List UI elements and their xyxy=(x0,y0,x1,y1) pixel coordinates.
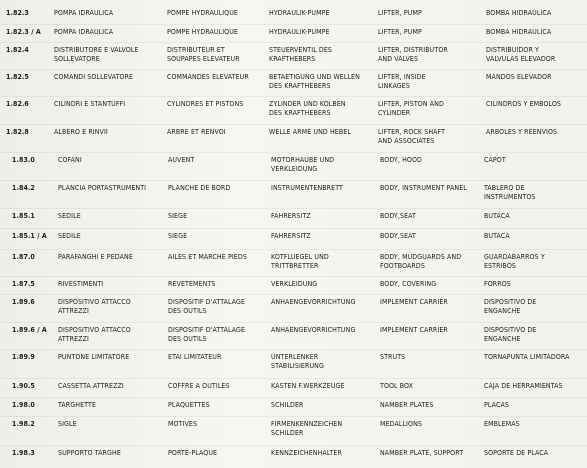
spanish-name: EMBLEMAS xyxy=(484,420,520,428)
spanish-name: FORROS xyxy=(484,280,511,288)
german-name: FIRMENKENNZEICHEN SCHILDER xyxy=(271,420,343,437)
row-divider xyxy=(0,445,587,446)
french-name: AILES ET MARCHE PIEDS xyxy=(168,253,247,261)
part-code: 1.90.5 xyxy=(12,382,35,390)
english-name: NAMBER PLATES xyxy=(380,401,434,409)
part-code: 1.82.6 xyxy=(6,100,29,108)
english-name: BODY, HOOD xyxy=(380,156,422,164)
german-name: VERKLEIDUNG xyxy=(271,280,318,288)
english-name: BODY,SEAT xyxy=(380,232,416,240)
part-code: 1.98.0 xyxy=(12,401,35,409)
english-name: LIFTER, ROCK SHAFT AND ASSOCIATES xyxy=(378,128,446,145)
english-name: LIFTER, PUMP xyxy=(378,9,422,17)
spanish-name: DISPOSITIVO DE ENGANCHE xyxy=(484,326,537,343)
french-name: ARBRE ET RENVOI xyxy=(167,128,226,136)
spanish-name: SOPORTE DE PLACA xyxy=(484,449,549,457)
english-name: BODY, MUDGUARDS AND FOOTBOARDS xyxy=(380,253,462,270)
english-name: NAMBER PLATE, SUPPORT xyxy=(380,449,464,457)
part-code: 1.89.6 xyxy=(12,298,35,306)
italian-name: RIVESTIMENTI xyxy=(58,280,104,288)
french-name: PLANCHE DE BORD xyxy=(168,184,231,192)
italian-name: ALBERO E RINVII xyxy=(54,128,108,136)
italian-name: CILINDRI E STANTUFFI xyxy=(54,100,126,108)
part-code: 1.85.1 / A xyxy=(12,232,47,240)
english-name: LIFTER, INSIDE LINKAGES xyxy=(378,73,426,90)
part-code: 1.82.3 / A xyxy=(6,28,41,36)
part-code: 1.85.1 xyxy=(12,212,35,220)
italian-name: TARGHETTE xyxy=(58,401,97,409)
spanish-name: CILINDROS Y EMBOLOS xyxy=(486,100,562,108)
row-divider xyxy=(0,152,587,153)
german-name: MOTORHAUBE UND VERKLEIDUNG xyxy=(271,156,335,173)
french-name: PLAQUETTES xyxy=(168,401,210,409)
spanish-name: GUARDABARROS Y ESTRIBOS xyxy=(484,253,545,270)
german-name: HYDRAULIK-PUMPE xyxy=(269,9,330,17)
spanish-name: BOMBA HIDRAULICA xyxy=(486,9,552,17)
english-name: LIFTER, PISTON AND CYLINDER xyxy=(378,100,444,117)
spanish-name: PLACAS xyxy=(484,401,509,409)
french-name: REVETEMENTS xyxy=(168,280,216,288)
row-divider xyxy=(0,322,587,323)
french-name: POMPE HYDRAULIQUE xyxy=(167,28,239,36)
italian-name: POMPA IDRAULICA xyxy=(54,9,114,17)
english-name: IMPLEMENT CARRIER xyxy=(380,298,448,306)
spanish-name: MANDOS ELEVADOR xyxy=(486,73,552,81)
spanish-name: BUTACA xyxy=(484,232,510,240)
english-name: BODY, INSTRUMENT PANEL xyxy=(380,184,467,192)
german-name: KOTFLUEGEL UND TRITTBRETTER xyxy=(271,253,329,270)
italian-name: SIGLE xyxy=(58,420,77,428)
spanish-name: ARBOLES Y REENVIOS xyxy=(486,128,558,136)
french-name: PORTE-PLAQUE xyxy=(168,449,218,457)
french-name: DISPOSITIF D'ATTALAGE DES OUTILS xyxy=(168,298,246,315)
row-divider xyxy=(0,24,587,25)
italian-name: PARAFANGHI E PEDANE xyxy=(58,253,133,261)
italian-name: DISPOSITIVO ATTACCO ATTREZZI xyxy=(58,298,131,315)
row-divider xyxy=(0,378,587,379)
spanish-name: DISPOSITIVO DE ENGANCHE xyxy=(484,298,537,315)
row-divider xyxy=(0,124,587,125)
spanish-name: BUTACA xyxy=(484,212,510,220)
part-code: 1.82.3 xyxy=(6,9,29,17)
german-name: ANHAENGEVORRICHTUNG xyxy=(271,298,356,306)
part-code: 1.87.0 xyxy=(12,253,35,261)
italian-name: SEDILE xyxy=(58,212,81,220)
part-code: 1.82.8 xyxy=(6,128,29,136)
row-divider xyxy=(0,416,587,417)
row-divider xyxy=(0,294,587,295)
row-divider xyxy=(0,96,587,97)
italian-name: SUPPORTO TARGHE xyxy=(58,449,121,457)
english-name: BODY,SEAT xyxy=(380,212,416,220)
german-name: STEUERVENTIL DES KRAFTHEBERS xyxy=(269,46,333,63)
part-code: 1.89.6 / A xyxy=(12,326,47,334)
german-name: KASTEN F.WERKZEUGE xyxy=(271,382,345,390)
row-divider xyxy=(0,397,587,398)
row-divider xyxy=(0,276,587,277)
german-name: HYDRAULIK-PUMPE xyxy=(269,28,330,36)
part-code: 1.83.0 xyxy=(12,156,35,164)
english-name: IMPLEMENT CARRIER xyxy=(380,326,448,334)
italian-name: PLANCIA PORTASTRUMENTI xyxy=(58,184,147,192)
row-divider xyxy=(0,180,587,181)
part-code: 1.98.3 xyxy=(12,449,35,457)
italian-name: DISTRIBUTORE E VALVOLE SOLLEVATORE xyxy=(54,46,139,63)
row-divider xyxy=(0,208,587,209)
german-name: SCHILDER xyxy=(271,401,304,409)
part-code: 1.82.4 xyxy=(6,46,29,54)
part-code: 1.89.9 xyxy=(12,353,35,361)
spanish-name: DISTRIBUIDOR Y VALVULAS ELEVADOR xyxy=(486,46,556,63)
italian-name: DISPOSITIVO ATTACCO ATTREZZI xyxy=(58,326,131,343)
german-name: INSTRUMENTENBRETT xyxy=(271,184,343,192)
italian-name: POMPA IDRAULICA xyxy=(54,28,114,36)
spanish-name: TABLERO DE INSTRUMENTOS xyxy=(484,184,536,201)
english-name: BODY, COVERING xyxy=(380,280,437,288)
german-name: KENNZEICHENHALTER xyxy=(271,449,342,457)
english-name: MEDALLIONS xyxy=(380,420,422,428)
part-code: 1.87.5 xyxy=(12,280,35,288)
french-name: DISTRIBUTEUR ET SOUPAPES ELEVATEUR xyxy=(167,46,240,63)
italian-name: CASSETTA ATTREZZI xyxy=(58,382,124,390)
french-name: POMPE HYDRAULIQUE xyxy=(167,9,239,17)
italian-name: COMANDI SOLLEVATORE xyxy=(54,73,134,81)
german-name: WELLE ARME UND HEBEL xyxy=(269,128,351,136)
part-code: 1.82.5 xyxy=(6,73,29,81)
english-name: LIFTER, DISTRIBUTOR AND VALVES xyxy=(378,46,448,63)
french-name: ETAI LIMITATEUR xyxy=(168,353,222,361)
english-name: LIFTER, PUMP xyxy=(378,28,422,36)
spanish-name: TORNAPUNTA LIMITADORA xyxy=(484,353,570,361)
french-name: COFFRE A OUTILES xyxy=(168,382,230,390)
french-name: SIEGE xyxy=(168,232,188,240)
italian-name: COFANI xyxy=(58,156,82,164)
row-divider xyxy=(0,349,587,350)
french-name: MOTIVES xyxy=(168,420,198,428)
german-name: ANHAENGEVORRICHTUNG xyxy=(271,326,356,334)
part-code: 1.98.2 xyxy=(12,420,35,428)
french-name: AUVENT xyxy=(168,156,195,164)
part-code: 1.84.2 xyxy=(12,184,35,192)
german-name: UNTERLENKER STABILISIERUNG xyxy=(271,353,324,370)
row-divider xyxy=(0,228,587,229)
german-name: BETAETIGUNG UND WELLEN DES KRAFTHEBERS xyxy=(269,73,360,90)
german-name: FAHRERSITZ xyxy=(271,232,311,240)
row-divider xyxy=(0,249,587,250)
row-divider xyxy=(0,42,587,43)
spanish-name: CAPOT xyxy=(484,156,506,164)
french-name: CYLINDRES ET PISTONS xyxy=(167,100,244,108)
italian-name: SEDILE xyxy=(58,232,81,240)
french-name: DISPOSITIF D'ATTALAGE DES OUTILS xyxy=(168,326,246,343)
italian-name: PUNTONE LIMITATORE xyxy=(58,353,130,361)
german-name: ZYLINDER UND KOLBEN DES KRAFTHEBERS xyxy=(269,100,346,117)
spanish-name: BOMBA HIDRAULICA xyxy=(486,28,552,36)
english-name: STRUTS xyxy=(380,353,406,361)
french-name: COMMANDES ELEVATEUR xyxy=(167,73,249,81)
spanish-name: CAJA DE HERRAMIENTAS xyxy=(484,382,563,390)
german-name: FAHRERSITZ xyxy=(271,212,311,220)
row-divider xyxy=(0,69,587,70)
english-name: TOOL BOX xyxy=(380,382,414,390)
french-name: SIEGE xyxy=(168,212,188,220)
